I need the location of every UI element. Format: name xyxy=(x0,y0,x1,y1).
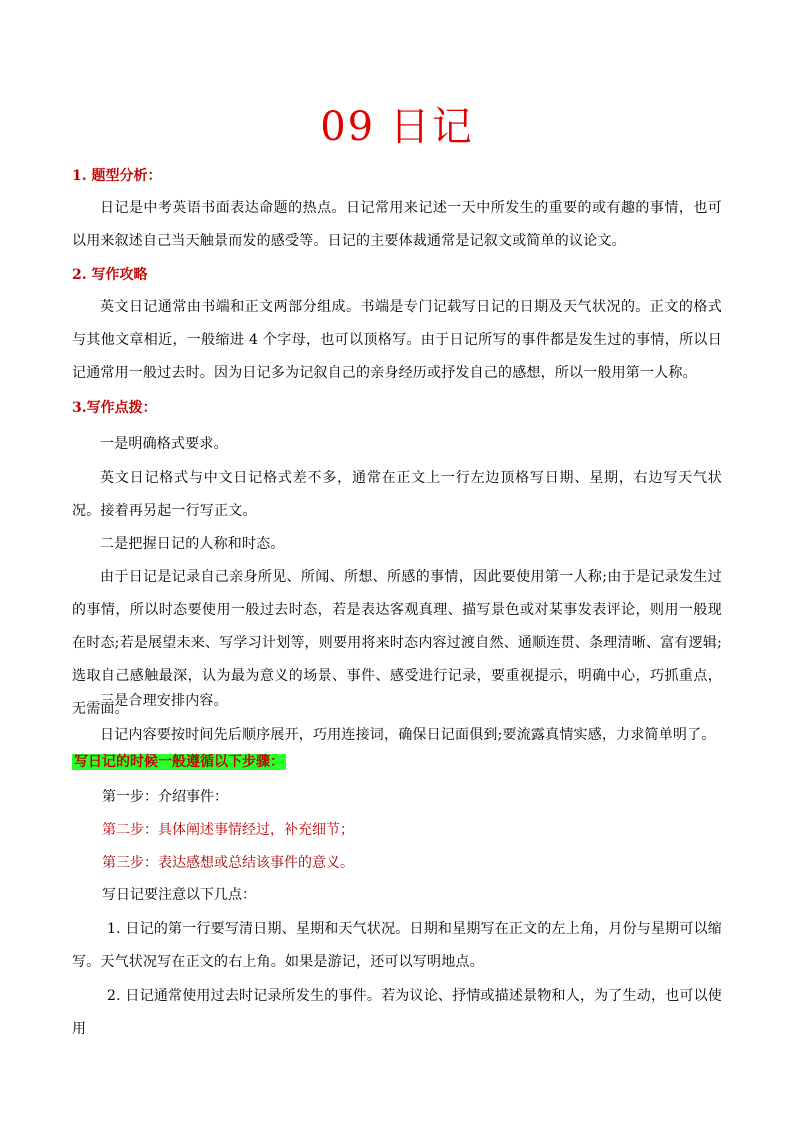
section-heading-tips: 3.写作点拨： xyxy=(72,400,157,416)
paragraph-analysis: 日记是中考英语书面表达命题的热点。日记常用来记述一天中所发生的重要的或有趣的事情，也可以用来叙述自己当天触景而发的感受等。日记的主要体裁通常是记叙文或简单的议论文。 xyxy=(72,200,722,249)
paragraph-strategy: 英文日记通常由书端和正文两部分组成。书端是专门记载写日记的日期及天气状况的。正文的格式与其他文章相近，一般缩进 4 个字母，也可以顶格写。由于日记所写的事件都是发生过的事情，所以日记通常用一般过去时。因为日记多为记叙自己的亲身经历或抒发自己的感想，所以一般用第一人称。 xyxy=(72,299,722,381)
step-3: 第三步：表达感想或总结该事件的意义。 xyxy=(102,855,354,871)
page-title: 09 日记 xyxy=(320,104,474,150)
notes-intro: 写日记要注意以下几点： xyxy=(102,887,256,903)
tip1-text: 英文日记格式与中文日记格式差不多，通常在正文上一行左边顶格写日期、星期，右边写天气状况。接着再另起一行写正文。 xyxy=(72,470,722,519)
section-heading-strategy: 2. 写作攻略 xyxy=(72,267,148,283)
steps-highlight-line xyxy=(72,752,722,772)
section-heading-analysis: 1. 题型分析： xyxy=(72,168,162,184)
note-2: 2. 日记通常使用过去时记录所发生的事件。若为议论、抒情或描述景物和人，为了生动，也可以使用 xyxy=(72,988,722,1037)
tip1-title: 一是明确格式要求。 xyxy=(100,436,228,452)
steps-highlight: 写日记的时候一般遵循以下步骤： xyxy=(74,754,284,770)
note-1: 1. 日记的第一行要写清日期、星期和天气状况。日期和星期写在正文的左上角，月份与星期可以缩写。天气状况写在正文的右上角。如果是游记，还可以写明地点。 xyxy=(72,921,722,970)
step-1: 第一步：介绍事件： xyxy=(102,789,228,805)
tip3-title: 三是合理安排内容。 xyxy=(100,693,228,709)
tip2-text: 由于日记是记录自己亲身所见、所闻、所想、所感的事情，因此要使用第一人称;由于是记录发生过的事情，所以时态要使用一般过去时态，若是表达客观真理、描写景色或对某事发表评论，则用一般现在时态;若是展望未来、写学习计划等，则要用将来时态内容过渡自然、通顺连贯、条理清晰、富有逻辑;选取自己感触最深，认为最为意义的场景、事件、感受进行记录，要重视提示，明确中心，巧抓重点，无需面。 xyxy=(72,569,722,717)
tip3-text: 日记内容要按时间先后顺序展开，巧用连接词，确保日记面俱到;要流露真情实感，力求简单明了。 xyxy=(100,727,716,743)
tip2-title: 二是把握日记的人称和时态。 xyxy=(100,536,285,552)
step-2: 第二步：具体阐述事情经过，补充细节； xyxy=(102,822,354,838)
